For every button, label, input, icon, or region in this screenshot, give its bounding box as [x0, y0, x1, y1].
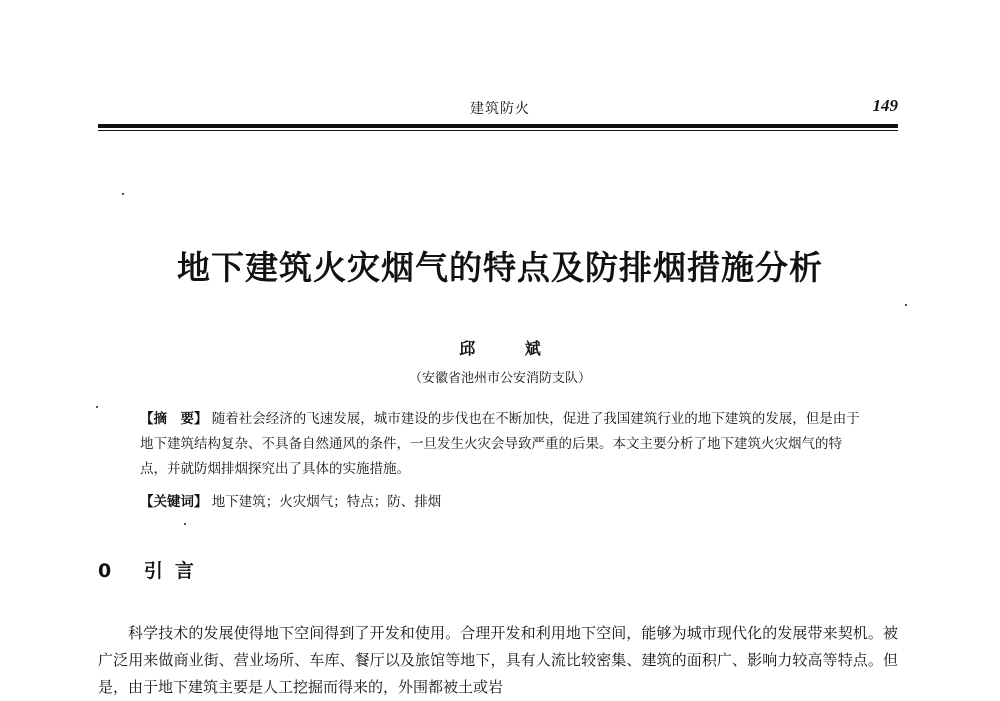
page-number: 149 [872, 96, 898, 115]
section-title: 引言 [143, 560, 206, 582]
section-number: 0 [98, 560, 116, 582]
running-header [98, 96, 898, 120]
abstract-label: 【摘 要】 [140, 411, 208, 427]
header-rule-thin [98, 130, 898, 131]
journal-name: 建筑防火 [470, 101, 530, 117]
article-title: 地下建筑火灾烟气的特点及防排烟措施分析 [177, 248, 823, 287]
abstract [140, 407, 860, 482]
scan-speck [184, 523, 186, 525]
body-paragraph: 科学技术的发展使得地下空间得到了开发和使用。合理开发和利用地下空间，能够为城市现代化的发展带来契机。被广泛用来做商业街、营业场所、车库、餐厅以及旅馆等地下，具有人流比较密集、建筑的面积广、影响力较高等特点。但是，由于地下建筑主要是人工挖掘而得来的，外围都被土或岩 [98, 624, 898, 696]
scan-speck [96, 406, 98, 408]
abstract-text: 随着社会经济的飞速发展，城市建设的步伐也在不断加快，促进了我国建筑行业的地下建筑的发展，但是由于地下建筑结构复杂、不具备自然通风的条件，一旦发生火灾会导致严重的后果。本文主要分析了地下建筑火灾烟气的特点，并就防烟排烟探究出了具体的实施措施。 [140, 411, 860, 477]
header-rule-thick [98, 124, 898, 128]
author-name: 邱 斌 [459, 339, 563, 358]
keywords-text: 地下建筑；火灾烟气；特点；防、排烟 [211, 494, 442, 510]
keywords-label: 【关键词】 [140, 494, 208, 510]
author-affiliation: （安徽省池州市公安消防支队） [408, 371, 591, 386]
keywords [140, 490, 860, 515]
section-heading [98, 556, 206, 583]
scan-speck [122, 193, 124, 195]
scan-speck [905, 304, 907, 306]
